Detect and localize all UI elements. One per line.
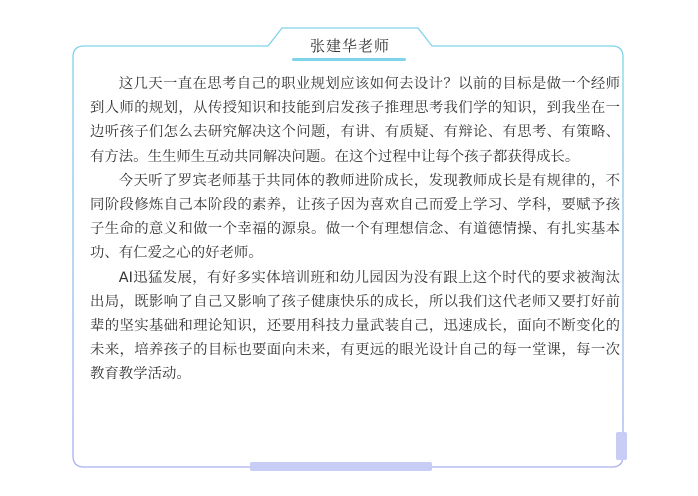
card-body [90, 72, 620, 387]
paragraph-1: 这几天一直在思考自己的职业规划应该如何去设计？以前的目标是做一个经师到人师的规划，从传授知识和技能到启发孩子推理思考我们学的知识，到我坐在一边听孩子们怎么去研究解决这个问题，有讲、有质疑、有辩论、有思考、有策略、有方法。生生师生互动共同解决问题。在这个过程中让每个孩子都获得成长。 [90, 76, 620, 165]
title-underline [292, 58, 406, 61]
card-title: 张建华老师 [309, 37, 390, 55]
paragraph-3: AI迅猛发展，有好多实体培训班和幼儿园因为没有跟上这个时代的要求被淘汰出局，既影响了自己又影响了孩子健康快乐的成长，所以我们这代老师又要打好前辈的坚实基础和理论知识，还要用科技力量武装自己，迅速成长，面向不断变化的未来，培养孩子的目标也要面向未来，有更远的眼光设计自己的每一堂课，每一次教育教学活动。 [90, 269, 620, 383]
decorative-block-bottom [250, 462, 432, 471]
paragraph-2: 今天听了罗宾老师基于共同体的教师进阶成长，发现教师成长是有规律的，不同阶段修炼自己本阶段的素养，让孩子因为喜欢自己而爱上学习、学科，要赋予孩子生命的意义和做一个幸福的源泉。做一个有理想信念、有道德情操、有扎实基本功、有仁爱之心的好老师。 [90, 172, 620, 262]
decorative-block-right [616, 432, 627, 460]
